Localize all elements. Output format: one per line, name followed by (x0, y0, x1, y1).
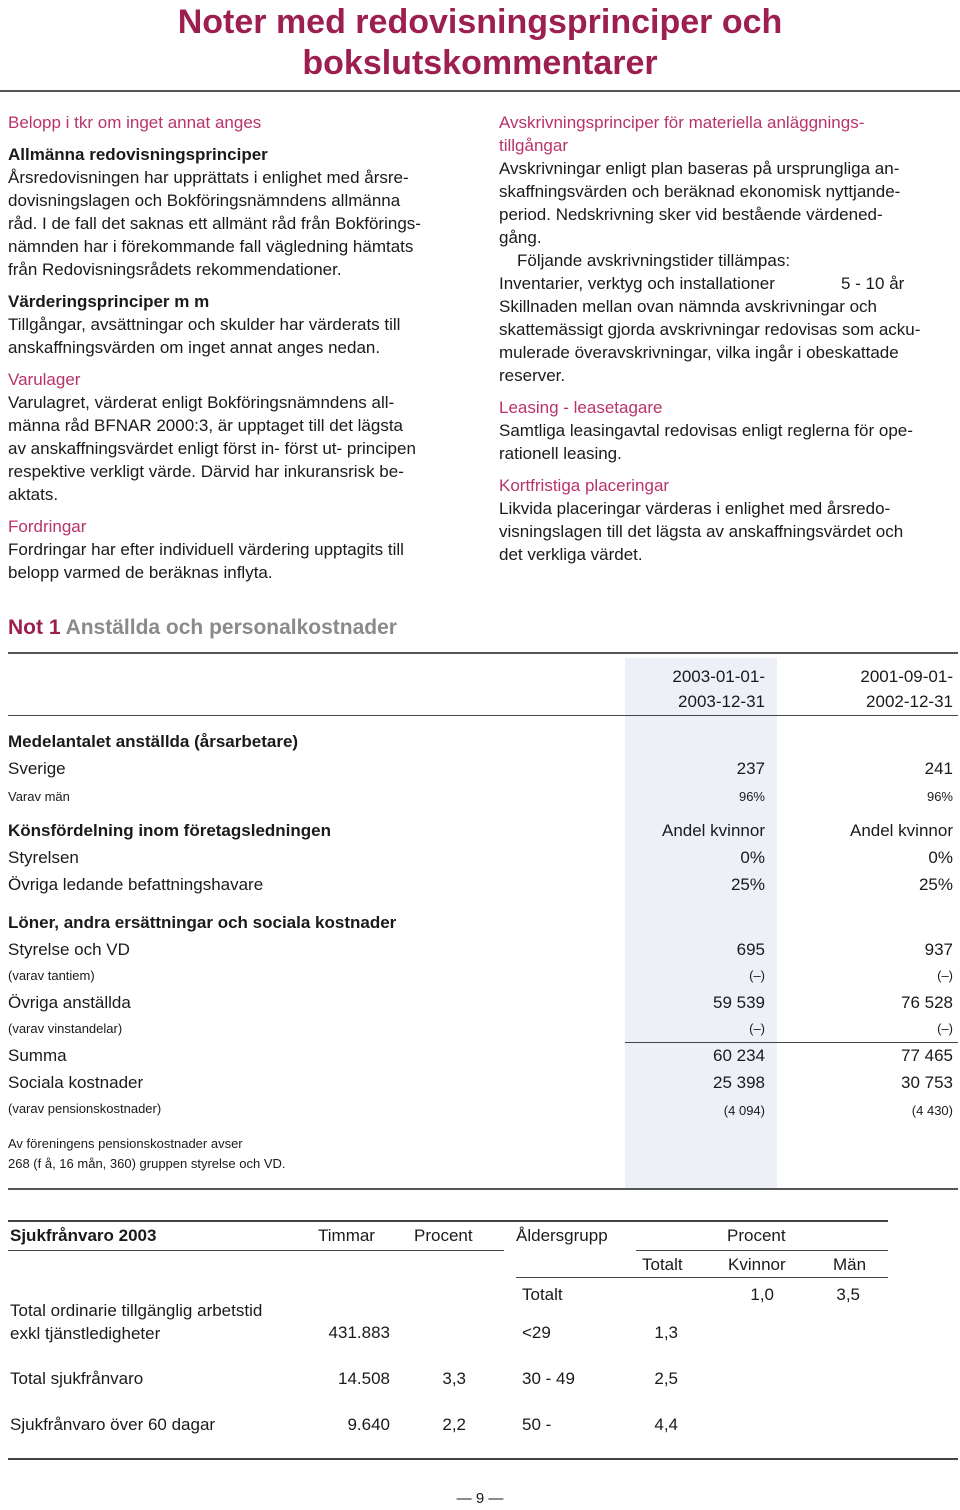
row-label: Sverige (8, 759, 66, 778)
depreciation-after-line: reserver. (499, 366, 566, 385)
sick-row-hours: 9.640 (347, 1415, 390, 1434)
row-value-current: 96% (738, 789, 765, 804)
period-previous-line-2: 2002-12-31 (866, 692, 953, 711)
row-value-previous: 25% (918, 875, 953, 894)
depreciation-after-line: mulerade överavskrivningar, vilka ingår i obeskattade (499, 343, 899, 362)
sick-row-age: <29 (522, 1323, 551, 1342)
intro-text: Belopp i tkr om inget annat anges (8, 113, 262, 132)
header-rule (8, 715, 958, 716)
period-current-line-1: 2003-01-01- (672, 667, 765, 686)
sick-header-rule-right (636, 1250, 888, 1251)
left-column (8, 111, 466, 584)
shortterm-line: Likvida placeringar värderas i enlighet med årsredo- (499, 499, 891, 518)
row-value-previous: (–) (937, 968, 953, 983)
depreciation-heading-cont: tillgångar (499, 136, 568, 155)
row-label: Övriga anställda (8, 993, 131, 1012)
sick-col-hours: Timmar (318, 1226, 375, 1245)
row-label: Sociala kostnader (8, 1073, 144, 1092)
shortterm-line: det verkliga värdet. (499, 545, 643, 564)
row-value-current: (–) (749, 968, 765, 983)
note1-rule (8, 652, 958, 654)
leasing-line: rationell leasing. (499, 444, 622, 463)
sick-sub-women: Kvinnor (728, 1255, 786, 1274)
row-value-previous: (4 430) (911, 1103, 953, 1118)
shortterm-line: visningslagen till det lägsta av anskaffningsvärdet och (499, 522, 904, 541)
depreciation-item-value: 5 - 10 år (841, 274, 905, 293)
sick-header-rule-left (8, 1250, 504, 1251)
sick-row-hours: 14.508 (338, 1369, 390, 1388)
depreciation-after-line: skattemässigt gjorda avskrivningar redovisas som acku- (499, 320, 921, 339)
depreciation-heading: Avskrivningsprinciper för materiella anläggnings- (499, 113, 865, 132)
row-value-previous: 77 465 (901, 1046, 953, 1065)
row-value-previous: 241 (924, 759, 953, 778)
depreciation-line: period. Nedskrivning sker vid bestående värdened- (499, 205, 883, 224)
sick-sub-rule (516, 1277, 888, 1278)
sick-totalt-label: Totalt (522, 1285, 563, 1304)
row-label: Varav män (8, 789, 70, 804)
sum-rule (625, 1042, 958, 1043)
period-current (625, 666, 765, 713)
row-value-current: (–) (749, 1021, 765, 1036)
row-value-previous: 0% (928, 848, 953, 867)
row-value-current: 695 (736, 940, 765, 959)
row-value-current: 237 (736, 759, 765, 778)
note1-footnote (8, 1134, 286, 1174)
depreciation-line: skaffningsvärden och beräknad ekonomisk nyttjande- (499, 182, 901, 201)
sick-col-percent: Procent (414, 1226, 473, 1245)
gender-col-header-current: Andel kvinnor (661, 821, 765, 840)
general-line: från Redovisningsrådets rekommendationer. (8, 260, 342, 279)
page-number: — 9 — (456, 1490, 504, 1507)
sick-title: Sjukfrånvaro 2003 (10, 1226, 157, 1245)
sick-row-label: Sjukfrånvaro över 60 dagar (10, 1415, 216, 1434)
row-value-current: 60 234 (713, 1046, 765, 1065)
row-value-previous: 937 (924, 940, 953, 959)
receivables-line: belopp varmed de beräknas inflyta. (8, 563, 273, 582)
page-title-line-2: bokslutskommentarer (302, 44, 658, 82)
gender-heading: Könsfördelning inom företagsledningen (8, 821, 331, 840)
page-title-line-1: Noter med redovisningsprinciper och (177, 3, 783, 41)
sick-col-age: Åldersgrupp (516, 1226, 608, 1245)
sick-row-total: 4,4 (654, 1415, 678, 1434)
title-rule (0, 90, 960, 92)
general-line: dovisningslagen och Bokföringsnämndens allmänna (8, 191, 401, 210)
sick-row-label: Total sjukfrånvaro (10, 1369, 144, 1388)
valuation-line: anskaffningsvärden om inget annat anges nedan. (8, 338, 381, 357)
leasing-line: Samtliga leasingavtal redovisas enligt reglerna för ope- (499, 421, 913, 440)
row-value-current: 59 539 (713, 993, 765, 1012)
row-label: Styrelsen (8, 848, 79, 867)
sick-row-total: 2,5 (654, 1369, 678, 1388)
note1-number: Not 1 (8, 616, 61, 639)
inventory-line: aktats. (8, 485, 59, 504)
sick-row-pct: 2,2 (442, 1415, 466, 1434)
inventory-line: Varulagret, värderat enligt Bokföringsnämndens all- (8, 393, 395, 412)
depreciation-item-label: Inventarier, verktyg och installationer (499, 274, 775, 293)
row-label: (varav vinstandelar) (8, 1021, 123, 1036)
period-current-line-2: 2003-12-31 (678, 692, 765, 711)
sick-row-hours: 431.883 (328, 1323, 390, 1342)
general-line: Årsredovisningen har upprättats i enlighet med årsre- (8, 168, 409, 187)
valuation-heading: Värderingsprinciper m m (8, 292, 210, 311)
sick-row-label (10, 1299, 262, 1345)
row-value-previous: 96% (926, 789, 953, 804)
salaries-heading: Löner, andra ersättningar och sociala kostnader (8, 913, 397, 932)
sick-sub-men: Män (833, 1255, 867, 1274)
inventory-heading: Varulager (8, 370, 81, 389)
page-title (0, 2, 960, 84)
inventory-line: männa råd BFNAR 2000:3, är upptaget till det lägsta (8, 416, 404, 435)
depreciation-line: Avskrivningar enligt plan baseras på ursprungliga an- (499, 159, 900, 178)
sick-totalt-men: 3,5 (836, 1285, 860, 1304)
row-value-current: 25 398 (713, 1073, 765, 1092)
sick-row-label-line: exkl tjänstledigheter (10, 1324, 161, 1343)
row-label: Styrelse och VD (8, 940, 130, 959)
depreciation-line: gång. (499, 228, 542, 247)
shortterm-heading: Kortfristiga placeringar (499, 476, 670, 495)
sick-top-rule (8, 1220, 888, 1222)
row-value-previous: 76 528 (901, 993, 953, 1012)
period-previous-line-1: 2001-09-01- (860, 667, 953, 686)
footnote-line: 268 (f å, 16 mån, 360) gruppen styrelse och VD. (8, 1156, 286, 1171)
depreciation-item (499, 272, 957, 295)
general-heading: Allmänna redovisningsprinciper (8, 145, 268, 164)
depreciation-list-intro: Följande avskrivningstider tillämpas: (517, 251, 791, 270)
sick-row-pct: 3,3 (442, 1369, 466, 1388)
depreciation-after-line: Skillnaden mellan ovan nämnda avskrivningar och (499, 297, 877, 316)
row-value-previous: (–) (937, 1021, 953, 1036)
note1-bottom-rule (8, 1188, 958, 1190)
receivables-heading: Fordringar (8, 517, 87, 536)
row-label: Summa (8, 1046, 67, 1065)
sick-row-label-line: Total ordinarie tillgänglig arbetstid (10, 1301, 263, 1320)
row-label: (varav pensionskostnader) (8, 1101, 162, 1116)
footnote-line: Av föreningens pensionskostnader avser (8, 1136, 243, 1151)
row-value-current: 0% (740, 848, 765, 867)
period-previous (790, 666, 953, 713)
sick-bottom-rule (8, 1458, 958, 1460)
inventory-line: respektive verkligt värde. Därvid har inkuransrisk be- (8, 462, 404, 481)
inventory-line: av anskaffningsvärdet enligt först in- först ut- principen (8, 439, 416, 458)
sick-totalt-women: 1,0 (750, 1285, 774, 1304)
general-line: nämnden har i förekommande fall vägledning hämtats (8, 237, 414, 256)
valuation-line: Tillgångar, avsättningar och skulder har värderats till (8, 315, 401, 334)
leasing-heading: Leasing - leasetagare (499, 398, 663, 417)
sick-col-percent-2: Procent (727, 1226, 786, 1245)
right-column (499, 111, 957, 566)
sick-row-total: 1,3 (654, 1323, 678, 1342)
row-value-current: (4 094) (723, 1103, 765, 1118)
receivables-line: Fordringar har efter individuell värdering upptagits till (8, 540, 404, 559)
row-value-previous: 30 753 (901, 1073, 953, 1092)
general-line: råd. I de fall det saknas ett allmänt råd från Bokförings- (8, 214, 421, 233)
sick-row-age: 30 - 49 (522, 1369, 575, 1388)
row-label: Övriga ledande befattningshavare (8, 875, 264, 894)
row-label: (varav tantiem) (8, 968, 95, 983)
employees-heading: Medelantalet anställda (årsarbetare) (8, 732, 299, 751)
sick-sub-total: Totalt (642, 1255, 683, 1274)
gender-col-header-previous: Andel kvinnor (849, 821, 953, 840)
sick-row-age: 50 - (522, 1415, 552, 1434)
row-value-current: 25% (730, 875, 765, 894)
note1-title (8, 616, 397, 640)
note1-heading: Anställda och personalkostnader (65, 616, 397, 639)
